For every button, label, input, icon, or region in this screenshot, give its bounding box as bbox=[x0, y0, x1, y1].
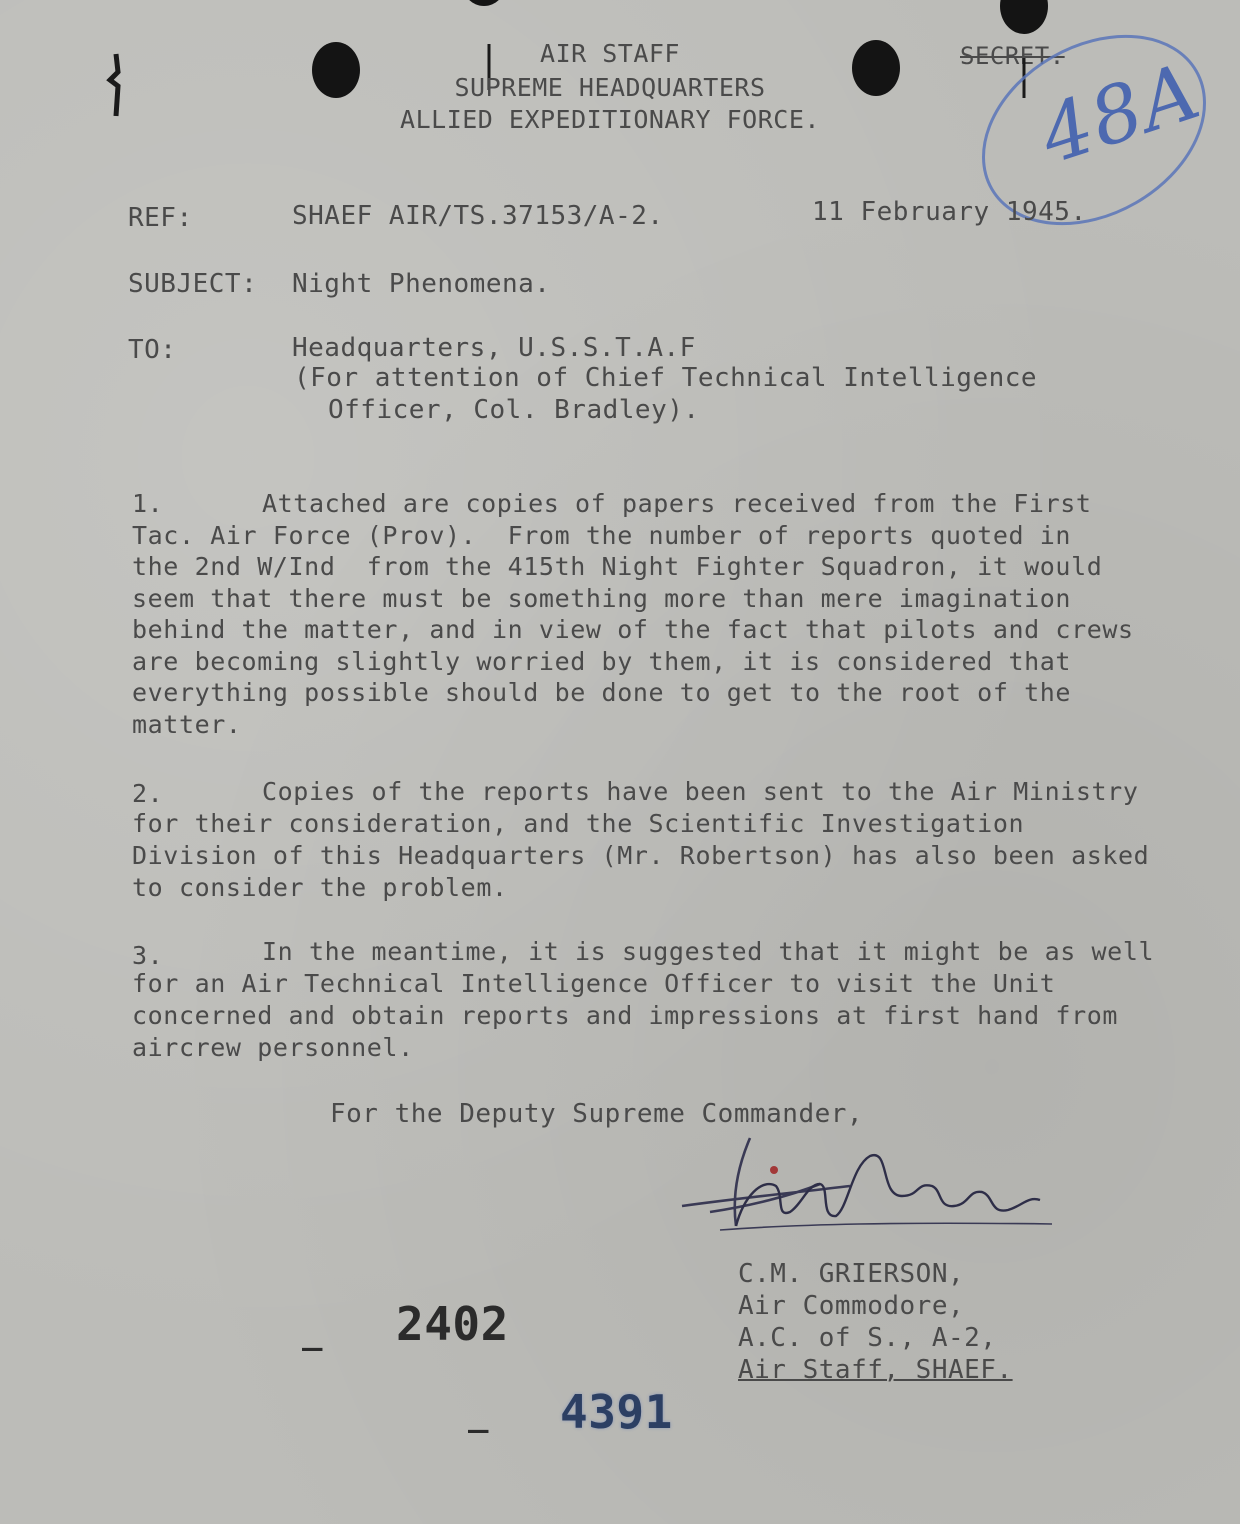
stamp-dash-1: _ bbox=[302, 1312, 323, 1352]
classification-marking: SECRET. bbox=[960, 42, 1065, 70]
paragraph-1-line: behind the matter, and in view of the fact that pilots and crews bbox=[132, 615, 1134, 644]
paragraph-2-line: Division of this Headquarters (Mr. Robertson) has also been asked bbox=[132, 841, 1150, 870]
subject-value: Night Phenomena. bbox=[292, 269, 551, 299]
paragraph-2-number: 2. bbox=[132, 779, 164, 808]
to-line-2: (For attention of Chief Technical Intelligence bbox=[294, 363, 1038, 393]
header-line-1: AIR STAFF bbox=[540, 39, 680, 68]
stamp-dash-2: _ bbox=[468, 1394, 489, 1434]
signatory-position: A.C. of S., A-2, bbox=[738, 1323, 997, 1353]
paragraph-3-number: 3. bbox=[132, 941, 164, 970]
paragraph-2-line: to consider the problem. bbox=[132, 873, 508, 902]
paragraph-3-line: for an Air Technical Intelligence Officer to visit the Unit bbox=[132, 969, 1056, 998]
ref-label: REF: bbox=[128, 203, 193, 233]
to-label: TO: bbox=[128, 335, 177, 365]
signatory-office: Air Staff, SHAEF. bbox=[738, 1355, 1013, 1385]
paragraph-1-number: 1. bbox=[132, 489, 164, 518]
paragraph-2-line: for their consideration, and the Scientific Investigation bbox=[132, 809, 1025, 838]
paragraph-1-line: Tac. Air Force (Prov). From the number of reports quoted in bbox=[132, 521, 1072, 550]
handwritten-ref: 48A bbox=[1030, 46, 1212, 182]
paragraph-2-line: Copies of the reports have been sent to the Air Ministry bbox=[262, 777, 1139, 806]
signatory-name: C.M. GRIERSON, bbox=[738, 1259, 965, 1289]
paragraph-1-line: Attached are copies of papers received from the First bbox=[262, 489, 1092, 518]
subject-label: SUBJECT: bbox=[128, 269, 258, 299]
paragraph-1-line: the 2nd W/Ind from the 415th Night Fighter Squadron, it would bbox=[132, 552, 1103, 581]
document-date: 11 February 1945. bbox=[812, 197, 1087, 227]
signatory-rank: Air Commodore, bbox=[738, 1291, 965, 1321]
punch-hole-top bbox=[462, 0, 506, 6]
stamp-number-2: 4391 bbox=[560, 1385, 673, 1439]
ref-value: SHAEF AIR/TS.37153/A-2. bbox=[292, 201, 664, 231]
paragraph-1-line: matter. bbox=[132, 710, 242, 739]
paragraph-1-line: seem that there must be something more than mere imagination bbox=[132, 584, 1072, 613]
header-line-2: SUPREME HEADQUARTERS bbox=[454, 73, 766, 102]
header-line-3: ALLIED EXPEDITIONARY FORCE. bbox=[400, 105, 820, 134]
paragraph-3-line: In the meantime, it is suggested that it might be as well bbox=[262, 937, 1155, 966]
to-line-1: Headquarters, U.S.S.T.A.F bbox=[292, 333, 696, 363]
paragraph-3-line: concerned and obtain reports and impressions at first hand from bbox=[132, 1001, 1119, 1030]
to-line-3: Officer, Col. Bradley). bbox=[328, 395, 700, 425]
paragraph-1-line: everything possible should be done to get to the root of the bbox=[132, 678, 1072, 707]
handwritten-signature bbox=[680, 1126, 1060, 1256]
paragraph-1-line: are becoming slightly worried by them, it is considered that bbox=[132, 647, 1072, 676]
closing-line: For the Deputy Supreme Commander, bbox=[330, 1099, 864, 1129]
edge-mark bbox=[104, 52, 124, 122]
stamp-number-1: 2402 bbox=[396, 1297, 509, 1351]
paragraph-3-line: aircrew personnel. bbox=[132, 1033, 414, 1062]
